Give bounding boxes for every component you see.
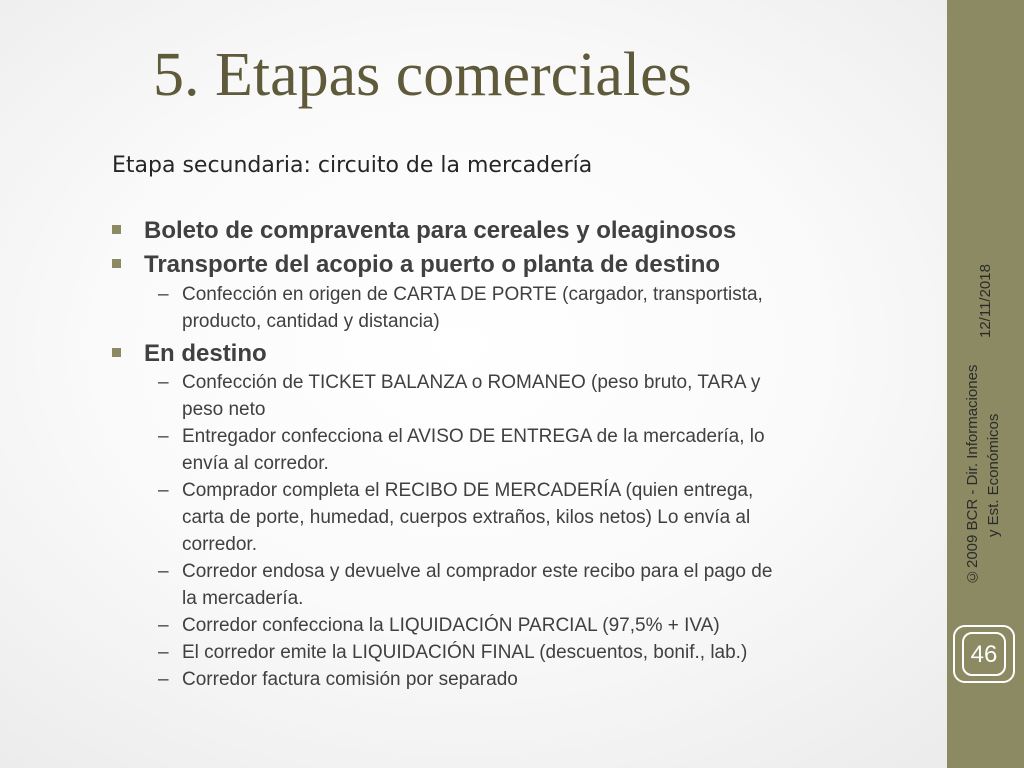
- bullet-item: [112, 215, 912, 246]
- footer-line: y Est. Económicos: [985, 413, 1002, 537]
- sub-bullet-line: la mercadería.: [182, 588, 304, 609]
- sub-bullet-line: Corredor factura comisión por separado: [182, 669, 518, 690]
- sub-bullet-item: [112, 369, 912, 423]
- bullet-text: En destino: [144, 340, 267, 367]
- sub-bullet-line: envía al corredor.: [182, 453, 329, 474]
- dash-bullet: –: [158, 561, 169, 582]
- bullet-list: [112, 215, 912, 693]
- slide-title: 5. Etapas comerciales: [153, 41, 692, 109]
- dash-bullet: –: [158, 642, 169, 663]
- dash-bullet: –: [158, 669, 169, 690]
- sub-bullet-line: peso neto: [182, 399, 266, 420]
- sub-bullet-item: [112, 639, 912, 666]
- square-bullet-icon: [112, 225, 121, 234]
- bullet-text: Boleto de compraventa para cereales y oleaginosos: [144, 217, 737, 244]
- sub-bullet-line: Corredor endosa y devuelve al comprador este recibo para el pago de: [182, 561, 773, 582]
- dash-bullet: –: [158, 372, 169, 393]
- dash-bullet: –: [158, 480, 169, 501]
- sub-bullet-line: corredor.: [182, 534, 257, 555]
- slide-number-badge: [953, 625, 1015, 683]
- sub-bullet-line: producto, cantidad y distancia): [182, 311, 440, 332]
- slide-number: 46: [970, 641, 998, 668]
- sub-bullet-item: [112, 281, 912, 335]
- sub-bullet-line: Confección de TICKET BALANZA o ROMANEO (peso bruto, TARA y: [182, 372, 761, 393]
- sub-bullet-line: Comprador completa el RECIBO DE MERCADERÍA (quien entrega,: [182, 480, 754, 501]
- sub-bullet-line: carta de porte, humedad, cuerpos extraños, kilos netos) Lo envía al: [182, 507, 751, 528]
- sub-bullet-line: El corredor emite la LIQUIDACIÓN FINAL (descuentos, bonif., lab.): [182, 642, 748, 663]
- slide-date: 12/11/2018: [977, 264, 994, 338]
- sub-bullet-item: [112, 612, 912, 639]
- slide-footer: [962, 348, 1004, 602]
- sub-bullet-line: Confección en origen de CARTA DE PORTE (cargador, transportista,: [182, 284, 763, 305]
- sub-bullet-item: [112, 666, 912, 693]
- slide-subtitle: Etapa secundaria: circuito de la mercadería: [112, 153, 593, 178]
- bullet-item: [112, 249, 912, 280]
- dash-bullet: –: [158, 615, 169, 636]
- sub-bullet-line: Entregador confecciona el AVISO DE ENTREGA de la mercadería, lo: [182, 426, 765, 447]
- square-bullet-icon: [112, 348, 121, 357]
- footer-line: ©2009 BCR - Dir. Informaciones: [964, 364, 981, 586]
- sub-bullet-item: [112, 423, 912, 477]
- dash-bullet: –: [158, 284, 169, 305]
- sub-bullet-item: [112, 477, 912, 558]
- square-bullet-icon: [112, 259, 121, 268]
- sub-bullet-line: Corredor confecciona la LIQUIDACIÓN PARCIAL (97,5% + IVA): [182, 615, 720, 636]
- bullet-text: Transporte del acopio a puerto o planta de destino: [144, 251, 721, 278]
- sub-bullet-item: [112, 558, 912, 612]
- dash-bullet: –: [158, 426, 169, 447]
- bullet-item: [112, 338, 912, 369]
